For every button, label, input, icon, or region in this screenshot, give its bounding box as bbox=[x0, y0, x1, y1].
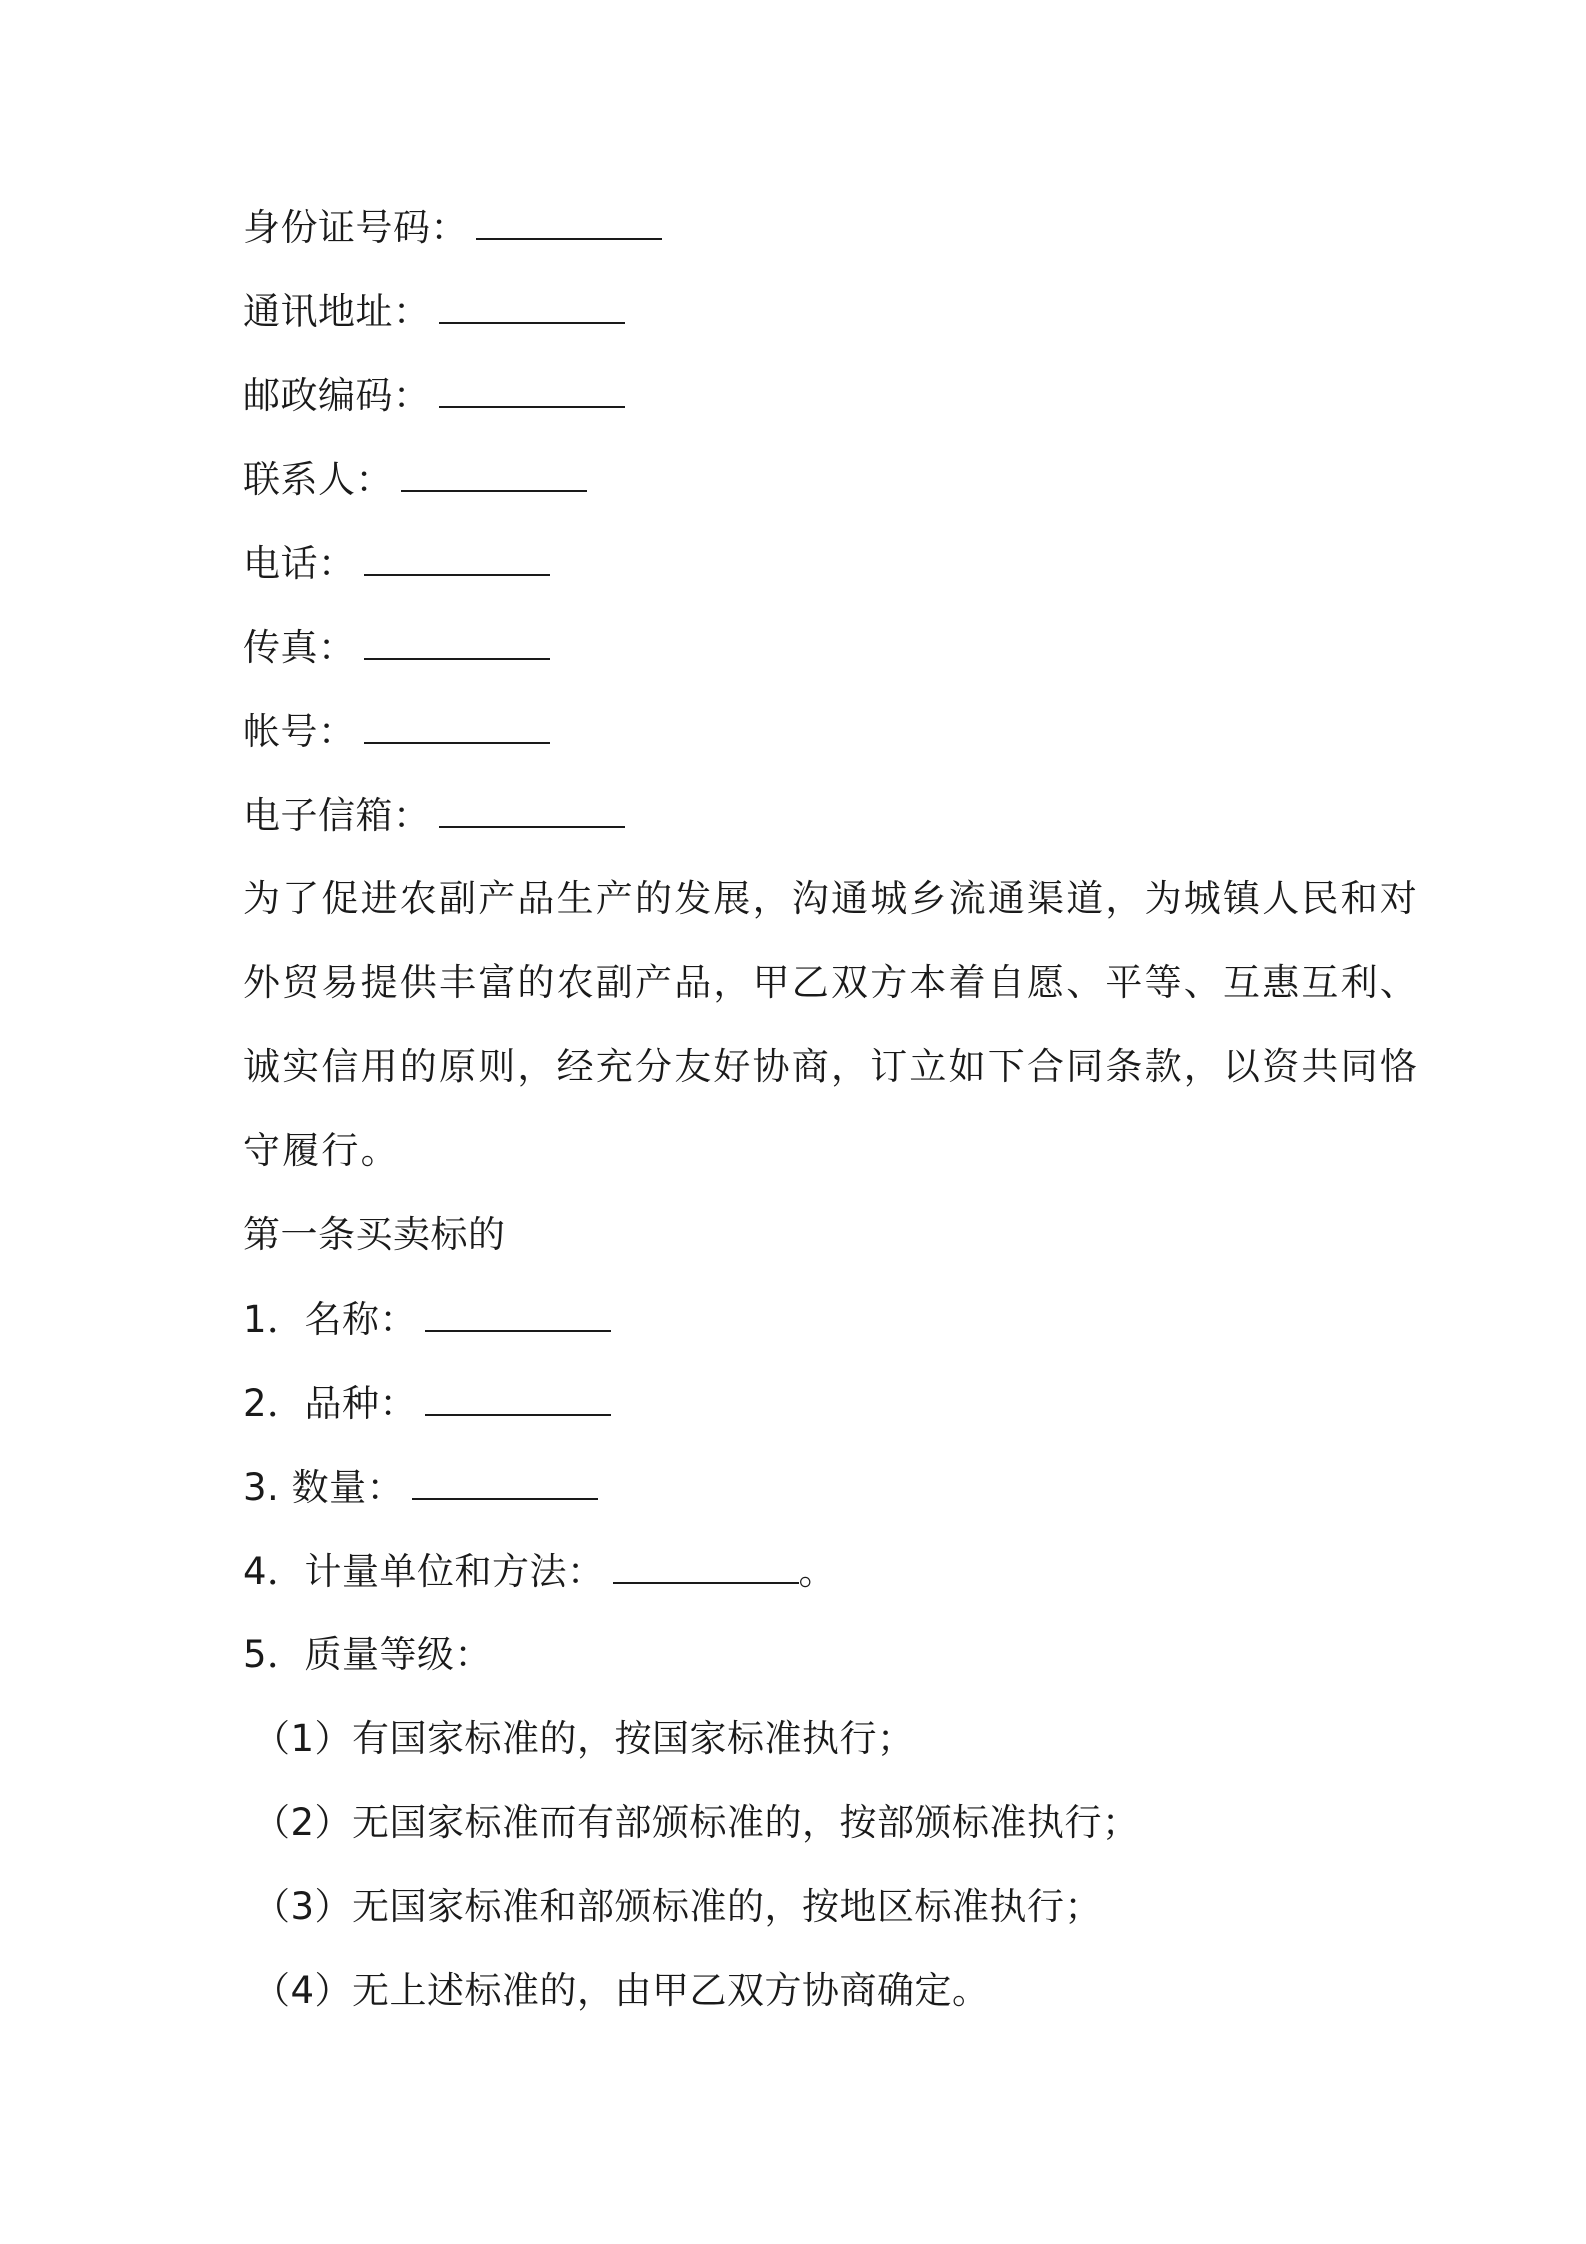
blank-line[interactable] bbox=[364, 708, 550, 744]
item-name bbox=[243, 1296, 611, 1343]
item-suffix: 。 bbox=[798, 1550, 837, 1593]
field-address bbox=[243, 288, 625, 335]
quality-subitem: （1）有国家标准的，按国家标准执行； bbox=[253, 1717, 915, 1760]
item-label: 4．计量单位和方法： bbox=[243, 1550, 605, 1593]
item-unit-method bbox=[243, 1548, 836, 1595]
blank-line[interactable] bbox=[425, 1380, 611, 1416]
blank-line[interactable] bbox=[439, 372, 625, 408]
blank-line[interactable] bbox=[401, 456, 587, 492]
blank-line[interactable] bbox=[364, 624, 550, 660]
field-label: 传真： bbox=[243, 626, 356, 669]
blank-line[interactable] bbox=[412, 1464, 598, 1500]
item-label: 5．质量等级： bbox=[243, 1633, 493, 1676]
blank-line[interactable] bbox=[476, 204, 662, 240]
field-label: 身份证号码： bbox=[243, 206, 468, 249]
blank-line[interactable] bbox=[613, 1548, 799, 1584]
quality-subitem: （3）无国家标准和部颁标准的，按地区标准执行； bbox=[253, 1885, 1103, 1928]
item-label: 1．名称： bbox=[243, 1298, 418, 1341]
quality-subitem: （2）无国家标准而有部颁标准的，按部颁标准执行； bbox=[253, 1801, 1140, 1844]
blank-line[interactable] bbox=[439, 792, 625, 828]
field-fax bbox=[243, 624, 550, 671]
item-quantity bbox=[243, 1464, 598, 1511]
field-email bbox=[243, 792, 625, 839]
field-account bbox=[243, 708, 550, 755]
intro-line: 守履行。 bbox=[243, 1129, 400, 1172]
field-label: 电子信箱： bbox=[243, 794, 431, 837]
intro-line: 诚实信用的原则，经充分友好协商，订立如下合同条款，以资共同恪 bbox=[243, 1045, 1419, 1088]
item-label: 2．品种： bbox=[243, 1382, 418, 1425]
blank-line[interactable] bbox=[364, 540, 550, 576]
item-label: 3. 数量： bbox=[243, 1466, 405, 1509]
field-label: 联系人： bbox=[243, 458, 393, 501]
blank-line[interactable] bbox=[425, 1296, 611, 1332]
quality-subitem: （4）无上述标准的，由甲乙双方协商确定。 bbox=[253, 1969, 990, 2012]
field-id-number bbox=[243, 204, 662, 251]
article-title: 第一条买卖标的 bbox=[243, 1213, 506, 1256]
intro-line: 为了促进农副产品生产的发展，沟通城乡流通渠道，为城镇人民和对 bbox=[243, 877, 1419, 920]
field-postal-code bbox=[243, 372, 625, 419]
item-quality-grade bbox=[243, 1632, 492, 1678]
blank-line[interactable] bbox=[439, 288, 625, 324]
intro-line: 外贸易提供丰富的农副产品，甲乙双方本着自愿、平等、互惠互利、 bbox=[243, 961, 1419, 1004]
field-contact-person bbox=[243, 456, 587, 503]
field-label: 电话： bbox=[243, 542, 356, 585]
field-phone bbox=[243, 540, 550, 587]
item-variety bbox=[243, 1380, 611, 1427]
field-label: 通讯地址： bbox=[243, 290, 431, 333]
field-label: 帐号： bbox=[243, 710, 356, 753]
field-label: 邮政编码： bbox=[243, 374, 431, 417]
